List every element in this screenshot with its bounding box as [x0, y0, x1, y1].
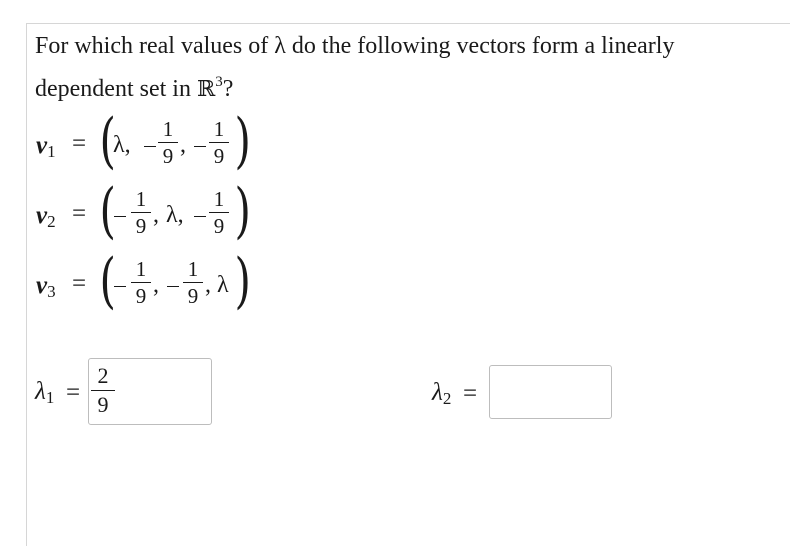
vector-v1-row [36, 106, 276, 183]
comma: , [205, 272, 211, 298]
right-paren: ) [234, 246, 251, 316]
lambda1-input[interactable] [88, 358, 212, 425]
minus-sign [114, 216, 126, 217]
lambda1-label: $\lambda_1$ [35, 378, 55, 407]
equals-sign: = [72, 200, 87, 227]
minus-sign [114, 286, 126, 287]
equals-sign: = [72, 270, 87, 297]
right-paren: ) [234, 106, 251, 176]
set-exponent: 3 [215, 74, 223, 90]
comma: , [153, 272, 159, 298]
question-line-2: dependent set in ℝ$^3$? [35, 74, 234, 102]
equals-sign: = [463, 380, 478, 407]
lambda2-input[interactable] [489, 365, 612, 419]
minus-sign [144, 146, 156, 147]
vector-v3-component-3: λ [217, 272, 229, 298]
left-paren: ( [99, 106, 116, 176]
vector-v2-row [36, 176, 276, 250]
comma: , [180, 132, 186, 158]
equals-sign: = [66, 379, 81, 406]
equals-sign: = [72, 130, 87, 157]
vector-v1-component-1: λ, [113, 132, 131, 158]
minus-sign [194, 216, 206, 217]
vector-v3-component-1: 1 9 [131, 258, 151, 307]
vector-v3-component-2: 1 9 [183, 258, 203, 307]
lambda2-label: $\lambda_2$ [432, 379, 452, 408]
comma: , [153, 202, 159, 228]
minus-sign [194, 146, 206, 147]
vector-v1-label: $v_1$ [36, 132, 56, 161]
vector-v1-component-3: 1 9 [209, 118, 229, 167]
vector-v2-component-3: 1 9 [209, 188, 229, 237]
vector-v3-label: $v_3$ [36, 272, 56, 301]
real-set-symbol: ℝ [196, 77, 216, 102]
vector-v2-component-1: 1 9 [131, 188, 151, 237]
vector-v2-component-2: λ, [166, 202, 184, 228]
left-paren: ( [99, 176, 116, 246]
vector-v1-component-2: 1 9 [158, 118, 178, 167]
question-text [35, 28, 775, 108]
minus-sign [167, 286, 179, 287]
left-paren: ( [99, 246, 116, 316]
right-paren: ) [234, 176, 251, 246]
lambda1-value: 2 9 [91, 365, 115, 416]
question-line-1: For which real values of λ do the following vectors form a linearly [35, 33, 675, 59]
vector-v2-label: $v_2$ [36, 202, 56, 231]
vector-v3-row [36, 246, 276, 320]
